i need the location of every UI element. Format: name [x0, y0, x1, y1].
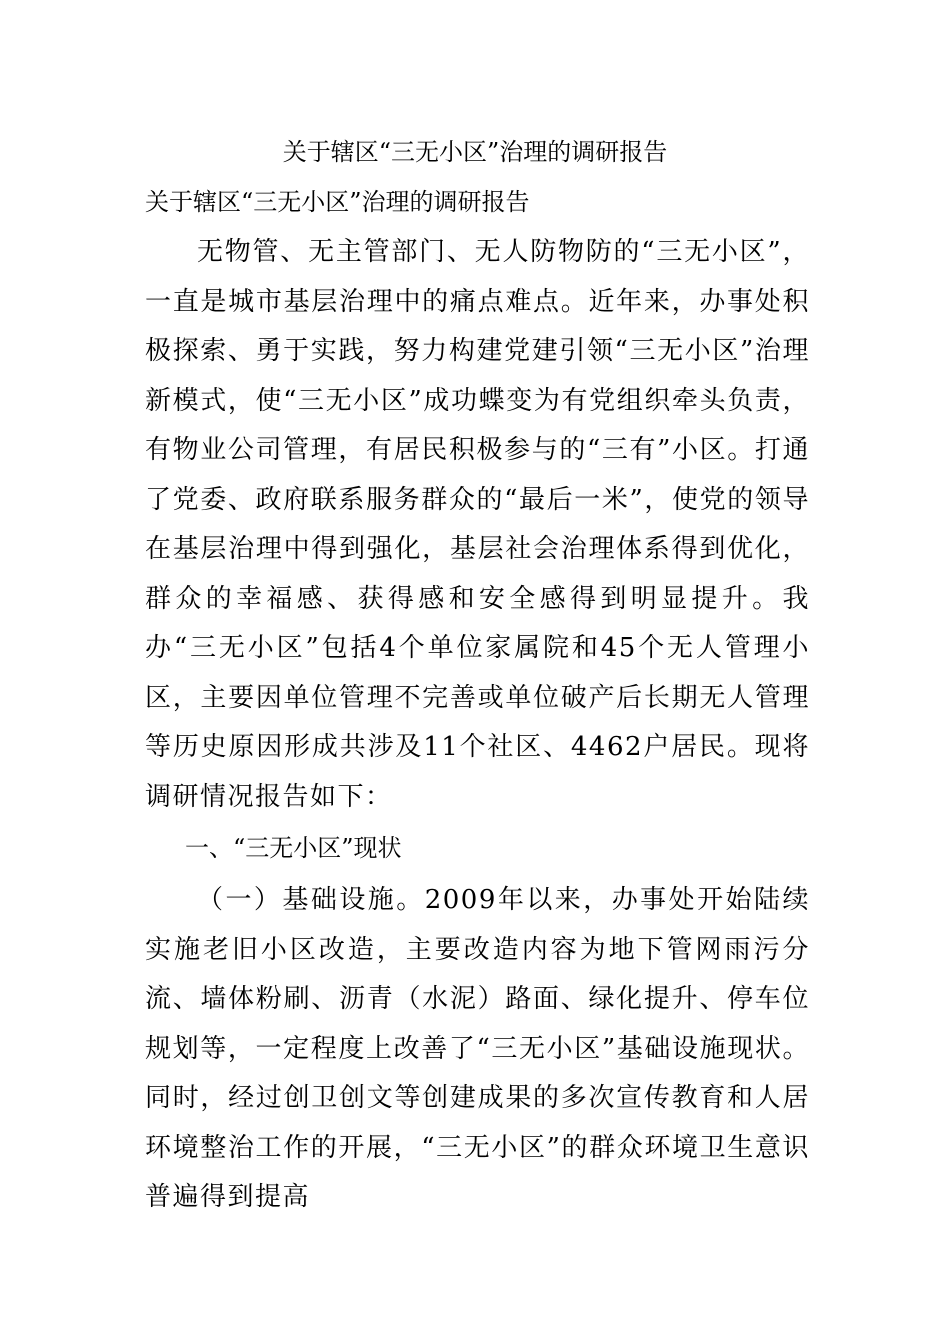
document-title: 关于辖区“三无小区”治理的调研报告 — [282, 138, 668, 166]
section-1-paragraph: （一）基础设施。2009年以来，办事处开始陆续实施老旧小区改造，主要改造内容为地下管网雨污分流、墙体粉刷、沥青（水泥）路面、绿化提升、停车位规划等，一定程度上改善了“三无小区”基础设施现状。同时，经过创卫创文等创建成果的多次宣传教育和人居环境整治工作的开展，“三无小区”的群众环境卫生意识普遍得到提高 — [145, 885, 810, 1212]
section-1-heading: 一、“三无小区”现状 — [185, 834, 402, 862]
intro-paragraph: 无物管、无主管部门、无人防物防的“三无小区”，一直是城市基层治理中的痛点难点。近年来，办事处积极探索、勇于实践，努力构建党建引领“三无小区”治理新模式，使“三无小区”成功蝶变为有党组织牵头负责，有物业公司管理，有居民积极参与的“三有”小区。打通了党委、政府联系服务群众的“最后一米”，使党的领导在基层治理中得到强化，基层社会治理体系得到优化，群众的幸福感、获得感和安全感得到明显提升。我办“三无小区”包括4个单位家属院和45个无人管理小区，主要因单位管理不完善或单位破产后长期无人管理等历史原因形成共涉及11个社区、4462户居民。现将调研情况报告如下： — [145, 237, 810, 812]
document-title-repeat: 关于辖区“三无小区”治理的调研报告 — [145, 188, 530, 216]
